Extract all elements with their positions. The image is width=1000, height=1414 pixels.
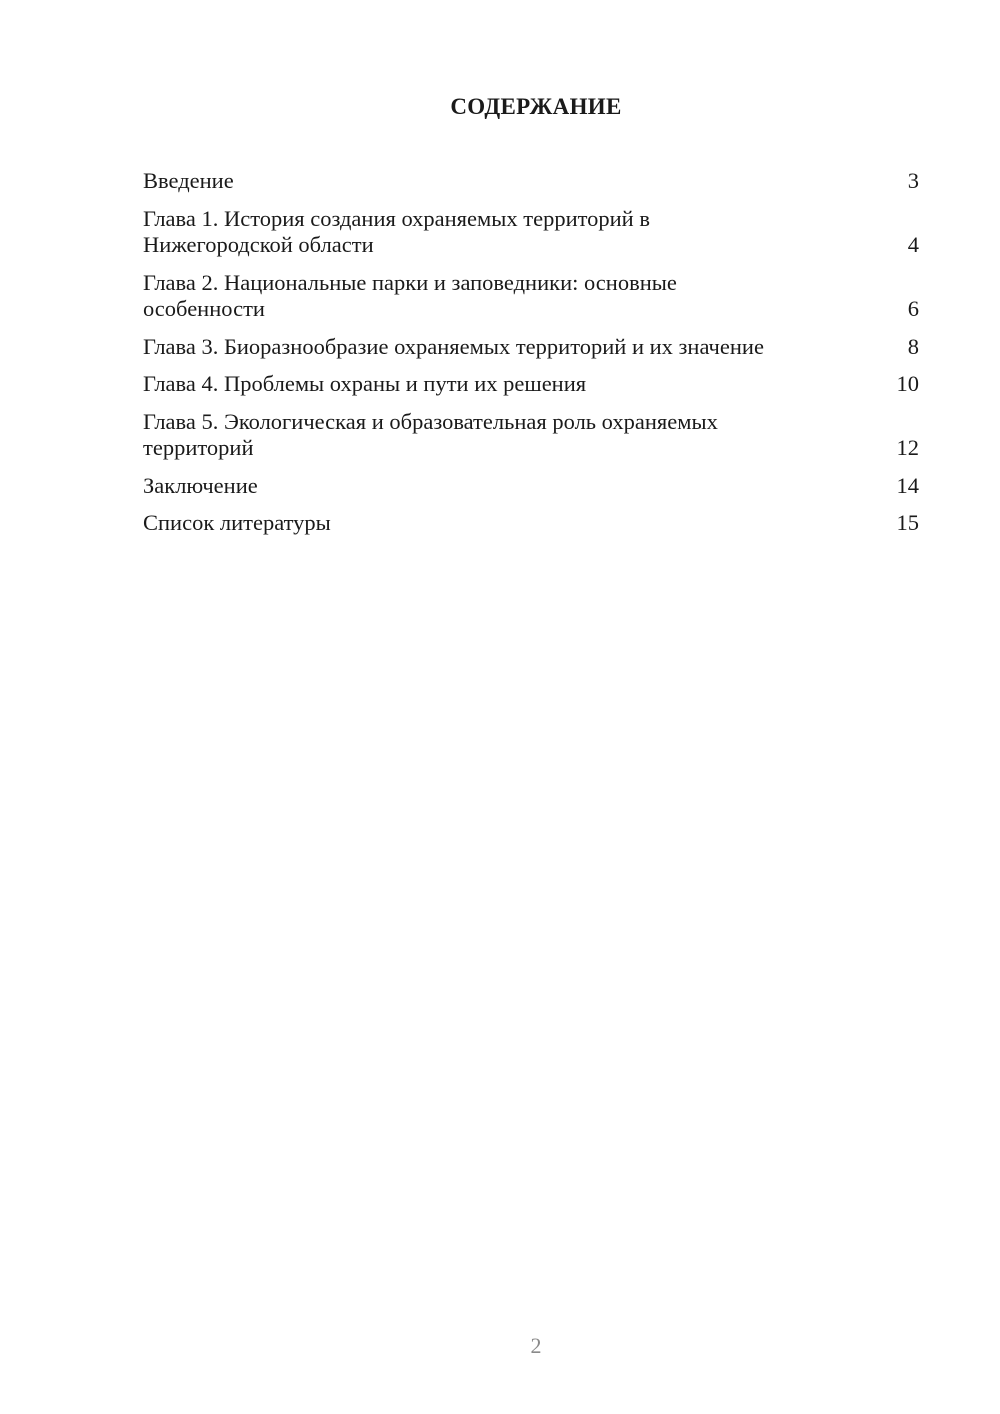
toc-entry-label: Введение	[143, 168, 234, 193]
toc-entry-label: Список литературы	[143, 510, 331, 535]
toc-entry-label: Глава 3. Биоразнообразие охраняемых территорий и их значение	[143, 333, 764, 359]
toc-entry-introduction	[143, 168, 919, 195]
toc-entry-page: 4	[907, 232, 919, 257]
toc-entry-label: Глава 4. Проблемы охраны и пути их решения	[143, 371, 587, 396]
toc-entry-page: 10	[896, 371, 919, 396]
toc-entry-chapter-4	[143, 371, 919, 398]
toc-entry-chapter-1	[143, 206, 919, 259]
toc-entry-chapter-5	[143, 409, 919, 462]
toc-entry-label: Глава 1. История создания охраняемых территорий в Нижегородской области	[143, 205, 650, 257]
toc-entry-references	[143, 510, 919, 537]
toc-entry-label: Глава 5. Экологическая и образовательная роль охраняемых территорий	[143, 408, 718, 460]
toc-entry-page: 15	[896, 510, 919, 535]
toc-entry-label: Глава 2. Национальные парки и заповедники: основные особенности	[143, 269, 677, 321]
toc-entry-chapter-3	[143, 334, 919, 361]
toc-entry-page: 3	[907, 168, 919, 193]
toc-entry-chapter-2	[143, 270, 919, 323]
toc-entry-page: 14	[896, 472, 919, 498]
toc-entry-page: 12	[896, 435, 919, 460]
page-title: СОДЕРЖАНИЕ	[450, 94, 622, 119]
toc-entry-conclusion	[143, 473, 919, 500]
toc-entry-page: 6	[907, 296, 919, 321]
page-number: 2	[530, 1333, 542, 1358]
toc-entry-label: Заключение	[143, 472, 258, 498]
table-of-contents	[143, 168, 919, 548]
toc-entry-page: 8	[907, 333, 919, 359]
